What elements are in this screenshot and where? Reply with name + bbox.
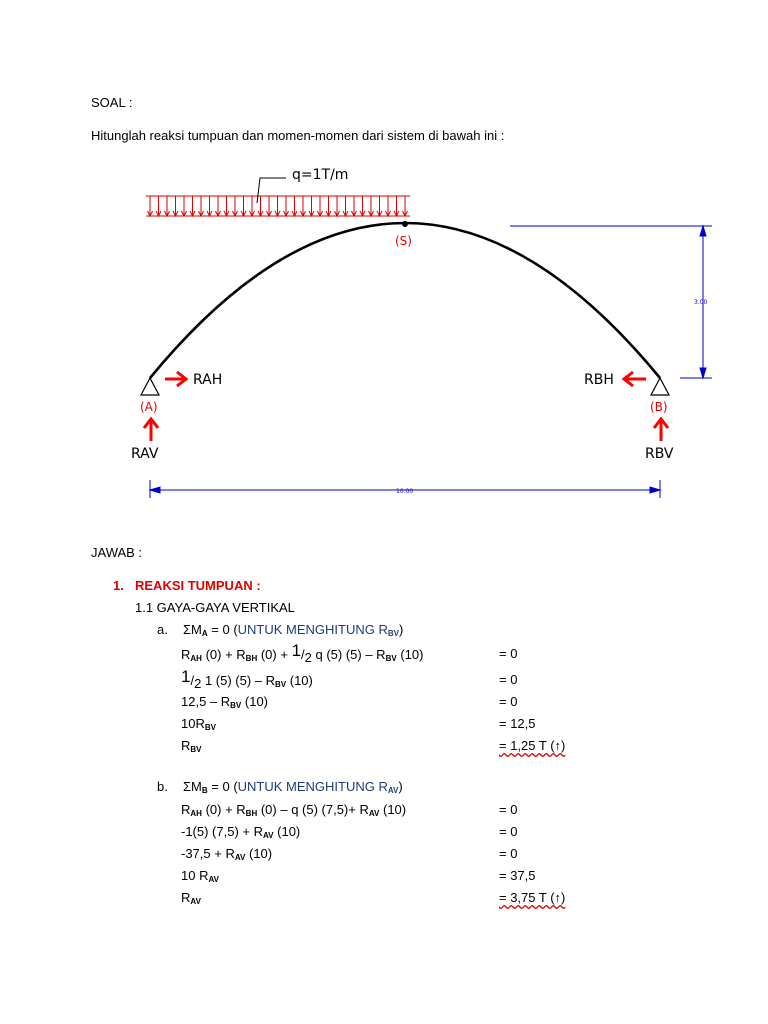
part-b-heading: $\Sigma M_B = 0$ (UNTUK MENGHITUNG $R_{AV}$) [183,779,403,795]
rah-label: RAH [193,372,223,388]
part-a-eq-1: $R_{AH}$ $(0) + R_{BH}$ (0) + 1/2 q (5) $(5) - R_{BV}$ (10) [181,641,424,665]
part-b-result: = 3,75 T (↑) [499,890,566,905]
rbv-arrow [654,419,668,441]
part-b-rhs-1: = 0 [499,802,518,817]
part-b-eq-3: $-37,5 + R_{AV}$ (10) [181,846,273,862]
support-a-label: (A) [140,400,158,414]
part-a-eq-5: $R_{BV}$ [181,738,202,754]
part-a-result: = 1,25 T (↑) [499,738,566,753]
part-b-letter: b. [157,779,168,794]
span-dim-label: 10.00 [396,488,414,495]
rbh-label: RBH [584,372,614,388]
part-b-rhs-2: = 0 [499,824,518,839]
part-a-eq-2: 1/2 1 (5) $(5) - R_{BV}$ (10) [181,667,313,691]
part-b-rhs-3: = 0 [499,846,518,861]
section1-title: REAKSI TUMPUAN : [135,578,261,593]
part-a-eq-3: $12,5 - R_{BV}$ (10) [181,694,269,710]
crown-label: (S) [395,234,412,248]
section1-number: 1. [113,578,124,593]
support-b-label: (B) [650,400,668,414]
part-a-eq-4: $10R_{BV}$ [181,716,216,732]
part-b-eq-1: $R_{AH}$ $(0) + R_{BH}$ (0) – q (5) $(7,5)+ R_{AV}$ (10) [181,802,407,818]
height-dimension [510,226,712,378]
part-a-rhs-2: = 0 [499,672,518,687]
part-b-rhs-4: = 37,5 [499,868,536,883]
soal-label: SOAL : [91,95,133,110]
part-a-heading: $\Sigma M_A = 0$ (UNTUK MENGHITUNG $R_{BV}$) [183,622,404,638]
subsection-title: 1.1 GAYA-GAYA VERTIKAL [135,600,295,615]
height-dim-label: 3.00 [694,299,708,306]
part-a-rhs-1: = 0 [499,646,518,661]
part-b-eq-2: -1(5) $(7,5) + R_{AV}$ (10) [181,824,301,840]
distributed-load [146,196,410,216]
rbh-arrow [624,372,646,386]
rah-arrow [165,372,186,386]
part-a-rhs-3: = 0 [499,694,518,709]
part-b-eq-5: $R_{AV}$ [181,890,201,906]
part-b-eq-4: 10 $R_{AV}$ [181,868,219,884]
load-leader-line [257,178,286,203]
jawab-label: JAWAB : [91,545,143,560]
question-text: Hitunglah reaksi tumpuan dan momen-momen dari sistem di bawah ini : [91,128,505,143]
part-a-rhs-4: = 12,5 [499,716,536,731]
rav-arrow [144,419,158,441]
load-label: q=1T/m [292,167,349,183]
support-b [651,378,669,395]
support-a [141,378,159,395]
rav-label: RAV [131,446,159,462]
rbv-label: RBV [645,446,674,462]
part-a-letter: a. [157,622,168,637]
